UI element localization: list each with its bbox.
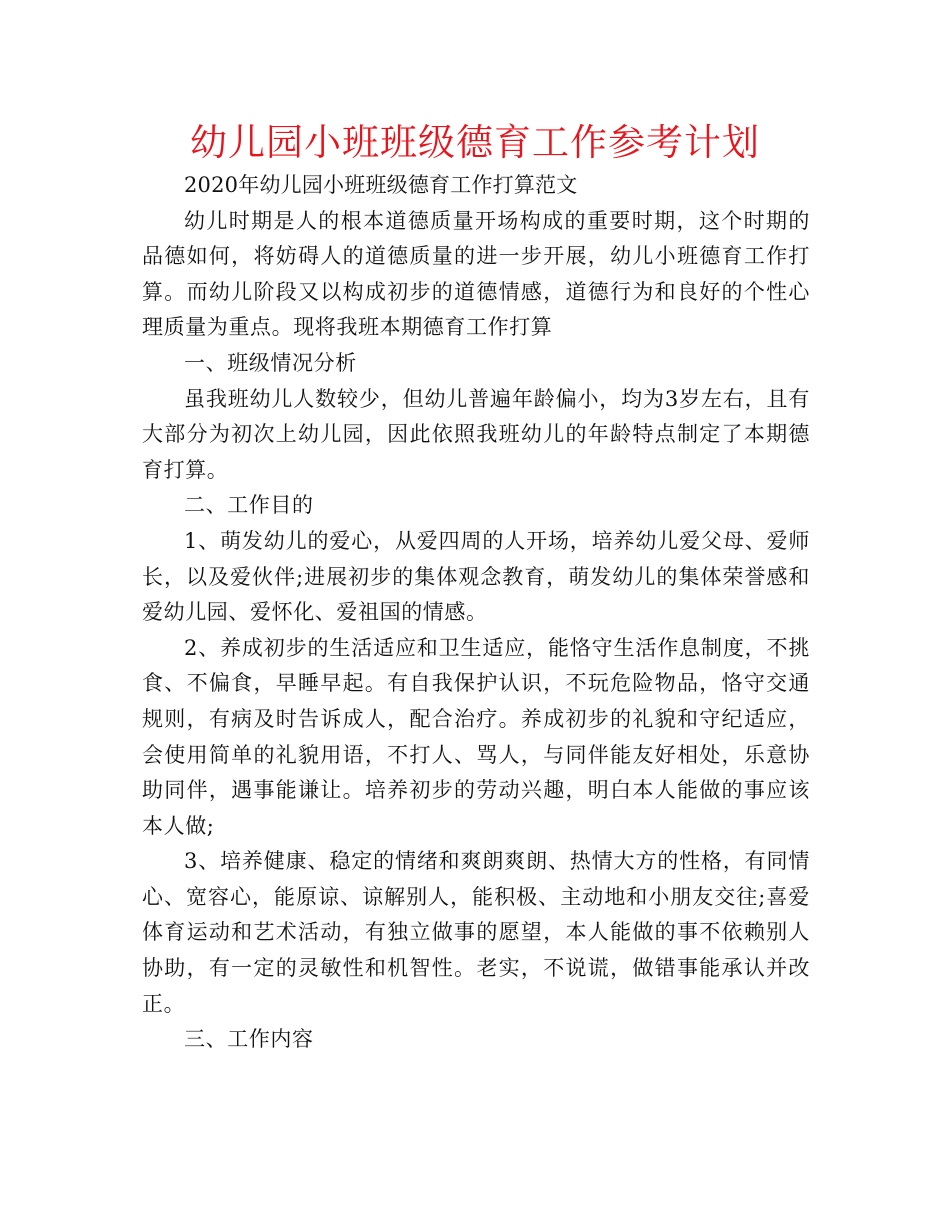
section-heading-goals: 二、工作目的 — [184, 493, 314, 518]
paragraph-goal-1: 1、萌发幼儿的爱心，从爱四周的人开场，培养幼儿爱父母、爱师长，以及爱伙伴;进展初步的集体观念教育，萌发幼儿的集体荣誉感和爱幼儿园、爱怀化、爱祖国的情感。 — [142, 528, 810, 625]
paragraph-goal-2: 2、养成初步的生活适应和卫生适应，能恪守生活作息制度，不挑食、不偏食，早睡早起。有自我保护认识，不玩危险物品，恪守交通规则，有病及时告诉成人，配合治疗。养成初步的礼貌和守纪适应，会使用简单的礼貌用语，不打人、骂人，与同伴能友好相处，乐意协助同伴，遇事能谦让。培养初步的劳动兴趣，明白本人能做的事应该本人做; — [142, 635, 810, 838]
document-title: 幼儿园小班班级德育工作参考计划 — [190, 121, 760, 164]
document-body — [142, 168, 810, 1058]
paragraph-class-analysis: 虽我班幼儿人数较少，但幼儿普遍年龄偏小，均为3岁左右，且有大部分为初次上幼儿园，因此依照我班幼儿的年龄特点制定了本期德育打算。 — [142, 386, 810, 482]
paragraph-intro: 幼儿时期是人的根本道德质量开场构成的重要时期，这个时期的品德如何，将妨碍人的道德质量的进一步开展，幼儿小班德育工作打算。而幼儿阶段又以构成初步的道德情感，道德行为和良好的个性心理质量为重点。现将我班本期德育工作打算 — [142, 208, 810, 340]
paragraph-goal-3: 3、培养健康、稳定的情绪和爽朗爽朗、热情大方的性格，有同情心、宽容心，能原谅、谅解别人，能积极、主动地和小朋友交往;喜爱体育运动和艺术活动，有独立做事的愿望，本人能做的事不依赖别人协助，有一定的灵敏性和机智性。老实，不说谎，做错事能承认并改正。 — [142, 849, 810, 1016]
section-heading-class-analysis: 一、班级情况分析 — [184, 350, 357, 375]
section-heading-content: 三、工作内容 — [184, 1027, 314, 1052]
document-subtitle: 2020年幼儿园小班班级德育工作打算范文 — [184, 173, 578, 197]
